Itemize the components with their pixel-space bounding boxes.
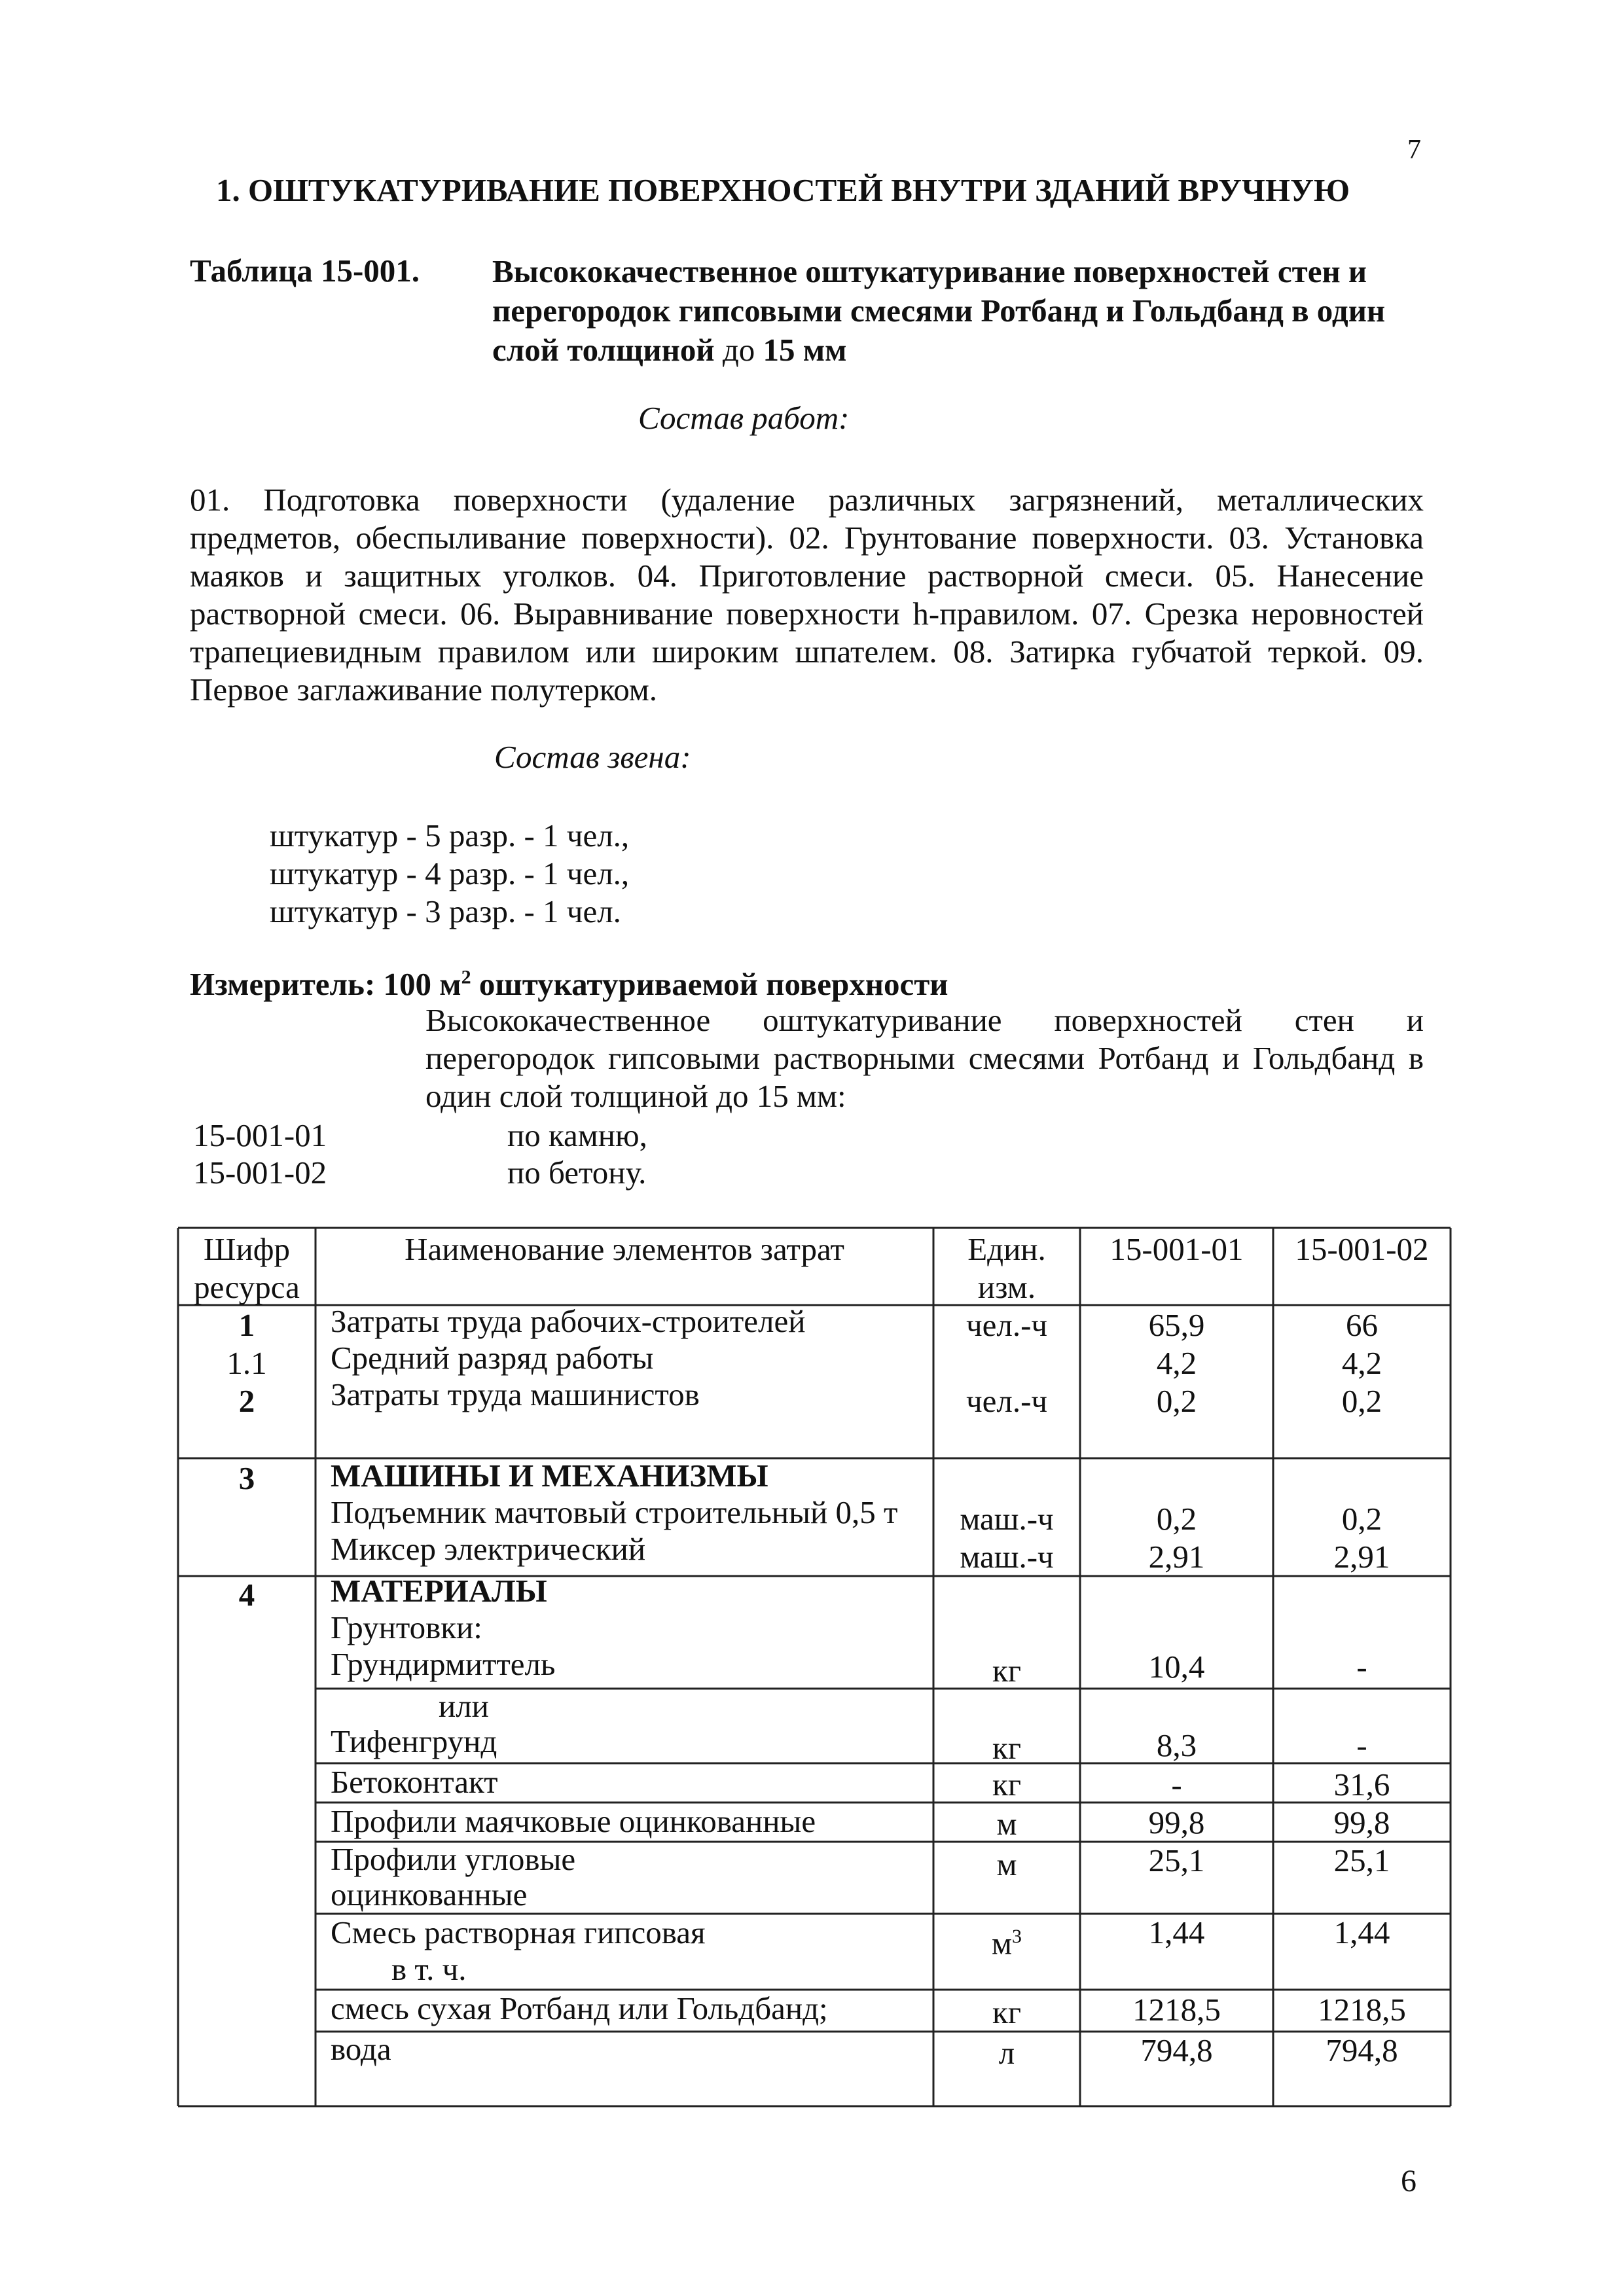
measure-prefix: Измеритель: 100 м: [190, 966, 461, 1002]
row-name: Подъемник мачтовый строительный 0,5 т: [331, 1494, 898, 1530]
section-title-materials: МАТЕРИАЛЫ: [331, 1573, 547, 1609]
row-name: Профили маячковые оцинкованные: [331, 1803, 816, 1839]
row-name: оцинкованные: [331, 1876, 528, 1912]
section-title: 1. ОШТУКАТУРИВАНИЕ ПОВЕРХНОСТЕЙ ВНУТРИ ЗДАНИЙ ВРУЧНУЮ: [216, 172, 1350, 208]
crew-line: штукатур - 4 разр. - 1 чел.,: [270, 855, 630, 891]
measure-sup: 2: [461, 966, 471, 988]
caption-thickness-label: слой толщиной: [492, 332, 715, 368]
row-name: вода: [331, 2031, 391, 2067]
row-unit: маш.-ч: [960, 1501, 1054, 1537]
row-code: 1.1: [226, 1345, 267, 1381]
table-label: Таблица 15-001.: [190, 253, 420, 289]
row-name: Миксер электрический: [331, 1531, 646, 1567]
row-col2: 0,2: [1341, 1383, 1382, 1419]
header-col2: 15-001-02: [1295, 1231, 1429, 1267]
section-title-machines: МАШИНЫ И МЕХАНИЗМЫ: [331, 1458, 768, 1494]
row-col1: 65,9: [1148, 1307, 1205, 1343]
work-description: 01. Подготовка поверхности (удаление различных загрязнений, металлических предметов, обеспыливание поверхности). 02. Грунтование поверхности. 03. Установка маяков и защитных уголков. 04. Приготовление растворной смеси. 05. Нанесение растворной смеси. 06. Выравнивание поверхности h-правилом. 07. Срезка неровностей трапециевидным правилом или широким шпателем. 08. Затирка губчатой теркой. 09. Первое заглаживание полутерком.: [190, 482, 1424, 708]
row-name: Грундирмиттель: [331, 1646, 556, 1682]
row-col2: -: [1356, 1727, 1367, 1763]
row-col1: 1218,5: [1132, 1992, 1221, 2028]
row-col1: 25,1: [1148, 1842, 1205, 1878]
row-col2: 1218,5: [1318, 1992, 1406, 2028]
row-name: смесь сухая Ротбанд или Гольдбанд;: [331, 1990, 828, 2026]
row-name: Затраты труда машинистов: [331, 1376, 700, 1412]
header-name: Наименование элементов затрат: [405, 1231, 844, 1267]
code-item: 15-001-02: [193, 1155, 327, 1191]
unit-m: м: [991, 1925, 1012, 1962]
row-col1: 4,2: [1156, 1345, 1197, 1381]
row-name: Средний разряд работы: [331, 1340, 654, 1376]
header-code-line: Шифр: [204, 1231, 290, 1267]
row-code: 4: [238, 1577, 255, 1613]
row-col1: 0,2: [1156, 1501, 1197, 1537]
row-col1: 8,3: [1156, 1727, 1197, 1763]
row-unit: чел.-ч: [965, 1307, 1048, 1343]
row-col1: 1,44: [1148, 1914, 1205, 1950]
row-code: 1: [238, 1307, 255, 1343]
page-number-top: 7: [1407, 135, 1421, 165]
header-unit-line: изм.: [977, 1269, 1036, 1305]
measure-suffix: оштукатуриваемой поверхности: [471, 966, 948, 1002]
header-code-line: ресурса: [194, 1269, 300, 1305]
page-number-bottom: 6: [1401, 2164, 1416, 2198]
header-unit: [933, 1230, 1080, 1306]
row-col2: 0,2: [1341, 1501, 1382, 1537]
row-unit: л: [998, 2035, 1015, 2071]
row-unit: маш.-ч: [960, 1539, 1054, 1575]
header-code: [178, 1230, 316, 1306]
code-description: по бетону.: [507, 1155, 647, 1191]
row-col2: 1,44: [1333, 1914, 1390, 1950]
row-col1: -: [1171, 1767, 1182, 1803]
header-col1: 15-001-01: [1110, 1231, 1244, 1267]
row-col2: -: [1356, 1649, 1367, 1685]
row-unit: кг: [992, 1994, 1021, 2030]
code-description: по камню,: [507, 1117, 647, 1153]
row-unit: кг: [992, 1730, 1021, 1766]
caption-up-to: до: [714, 332, 763, 368]
row-unit: кг: [992, 1767, 1021, 1803]
row-or: или: [439, 1688, 489, 1724]
row-unit: кг: [992, 1653, 1021, 1689]
table-caption-line: перегородок гипсовыми смесями Ротбанд и Гольдбанд в один: [492, 293, 1386, 329]
row-name: Профили угловые: [331, 1841, 576, 1877]
row-name: Тифенгрунд: [331, 1723, 497, 1759]
row-sub: в т. ч.: [391, 1951, 467, 1987]
row-unit: чел.-ч: [965, 1383, 1048, 1419]
row-unit: [933, 1918, 1080, 1962]
row-code: 3: [238, 1460, 255, 1496]
row-name: Грунтовки:: [331, 1609, 482, 1645]
row-col2: 794,8: [1326, 2032, 1398, 2068]
row-col2: 4,2: [1341, 1345, 1382, 1381]
row-col1: 0,2: [1156, 1383, 1197, 1419]
row-name: Затраты труда рабочих-строителей: [331, 1303, 806, 1339]
table-caption-line: Высококачественное оштукатуривание поверхностей стен и: [492, 253, 1367, 289]
row-col2: 2,91: [1333, 1539, 1390, 1575]
row-code: 2: [238, 1383, 255, 1419]
measure-description: Высококачественное оштукатуривание поверхностей стен и перегородок гипсовыми растворными смесями Ротбанд и Гольдбанд в один слой толщиной до 15 мм:: [425, 1002, 1424, 1114]
header-unit-line: Един.: [967, 1231, 1046, 1267]
row-col2: 31,6: [1333, 1767, 1390, 1803]
crew-heading: Состав звена:: [494, 739, 691, 775]
row-unit: м: [996, 1846, 1017, 1882]
row-col1: 99,8: [1148, 1804, 1205, 1840]
row-col1: 10,4: [1148, 1649, 1205, 1685]
caption-thickness-value: 15 мм: [763, 332, 847, 368]
work-heading: Состав работ:: [638, 400, 850, 436]
unit-sup: 3: [1012, 1926, 1022, 1947]
row-col1: 794,8: [1140, 2032, 1213, 2068]
row-unit: м: [996, 1806, 1017, 1842]
row-col2: 99,8: [1333, 1804, 1390, 1840]
row-col1: 2,91: [1148, 1539, 1205, 1575]
row-name: Бетоконтакт: [331, 1764, 498, 1800]
row-name: Смесь растворная гипсовая: [331, 1914, 706, 1950]
row-col2: 25,1: [1333, 1842, 1390, 1878]
crew-line: штукатур - 3 разр. - 1 чел.: [270, 893, 621, 929]
code-item: 15-001-01: [193, 1117, 327, 1153]
crew-line: штукатур - 5 разр. - 1 чел.,: [270, 817, 630, 853]
row-col2: 66: [1346, 1307, 1378, 1343]
